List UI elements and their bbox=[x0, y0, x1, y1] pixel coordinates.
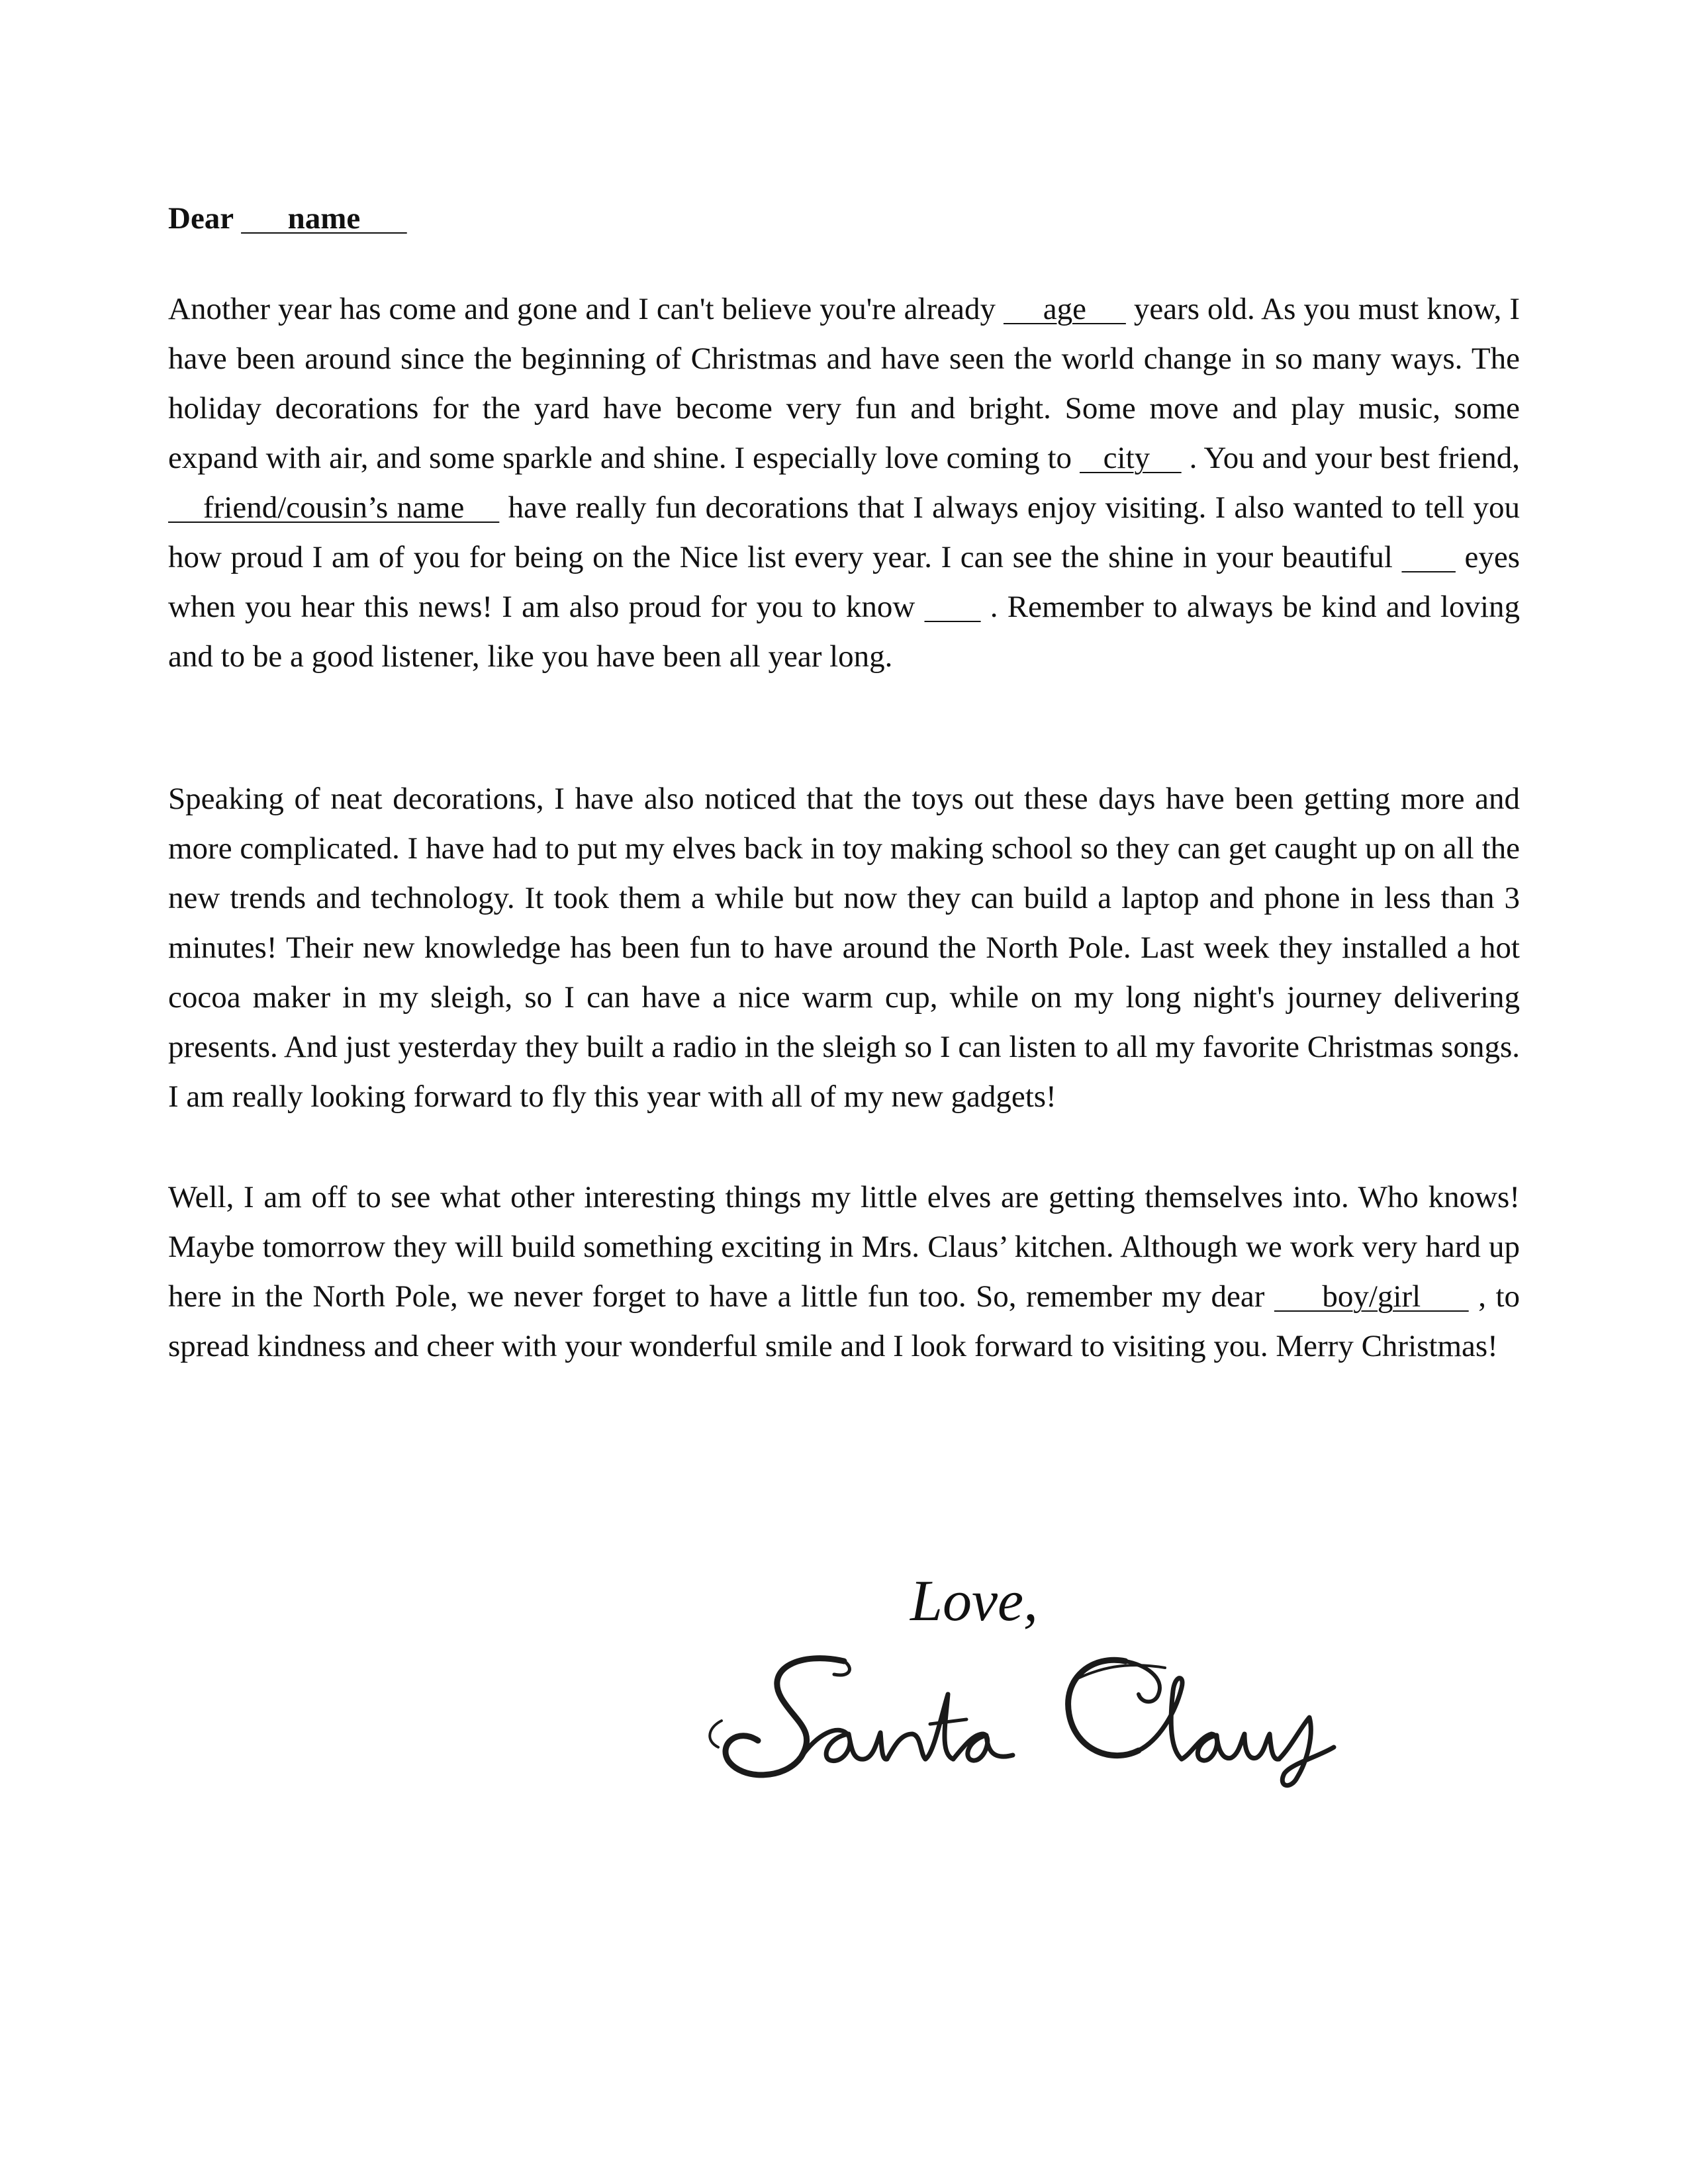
p1-text-4: have really fun decorations that I always enjoy visiting. I also wanted to tell you how proud I am of you for being on the Nice list every year. I can see the shine in your beautiful bbox=[168, 490, 1521, 574]
name-blank: name bbox=[241, 201, 407, 236]
closing-love: Love, bbox=[910, 1569, 1039, 1633]
p3-text-2: , to spread kindness and cheer with your wonderful smile and I look forward to visiting you. Merry Christmas! bbox=[168, 1279, 1521, 1363]
p3-text-1: Well, I am off to see what other interesting things my little elves are getting themselves into. Who knows! Maybe tomorrow they will build something exciting in Mrs. Claus’ kitchen. Although we work very hard up here in the North Pole, we never forget to have a little fun too. So, remember my dear bbox=[168, 1180, 1520, 1314]
greeting-word: Dear bbox=[168, 201, 234, 236]
paragraph-1 bbox=[168, 285, 1520, 682]
p1-text-3: . You and your best friend, bbox=[1181, 441, 1520, 475]
skill-blank bbox=[924, 590, 980, 624]
friend-name-blank: friend/cousin’s name bbox=[168, 490, 500, 525]
p1-text-2: years old. As you must know, I have been around since the beginning of Christmas and have seen the world change in so many ways. The holiday decorations for the yard have become very fun and bright. Some move and play music, some expand with air, and some sparkle and shine. I especially love coming to bbox=[168, 292, 1520, 475]
santa-claus-signature bbox=[702, 1641, 1350, 1800]
p1-text-5: eyes when you hear this news! I am also proud for you to know bbox=[168, 540, 1520, 624]
city-blank: city bbox=[1079, 441, 1182, 475]
p1-text-1: Another year has come and gone and I can't believe you're already bbox=[168, 292, 1004, 326]
paragraph-2: Speaking of neat decorations, I have also noticed that the toys out these days have been getting more and more complicated. I have had to put my elves back in toy making school so they can get caught up on all the new trends and technology. It took them a while but now they can build a laptop and phone in less than 3 minutes! Their new knowledge has been fun to have around the North Pole. Last week they installed a hot cocoa maker in my sleigh, so I can have a nice warm cup, while on my long night's journey delivering presents. And just yesterday they built a radio in the sleigh so I can listen to all my favorite Christmas songs. I am really looking forward to fly this year with all of my new gadgets! bbox=[168, 782, 1520, 1114]
eye-color-blank bbox=[1401, 540, 1455, 574]
boy-girl-blank: boy/girl bbox=[1274, 1279, 1469, 1314]
letter-body bbox=[168, 192, 1520, 1371]
age-blank: age bbox=[1003, 292, 1126, 326]
paragraph-3 bbox=[168, 1173, 1520, 1371]
p1-text-6: . Remember to always be kind and loving and to be a good listener, like you have been all year long. bbox=[168, 590, 1521, 674]
greeting-line bbox=[168, 192, 1520, 245]
